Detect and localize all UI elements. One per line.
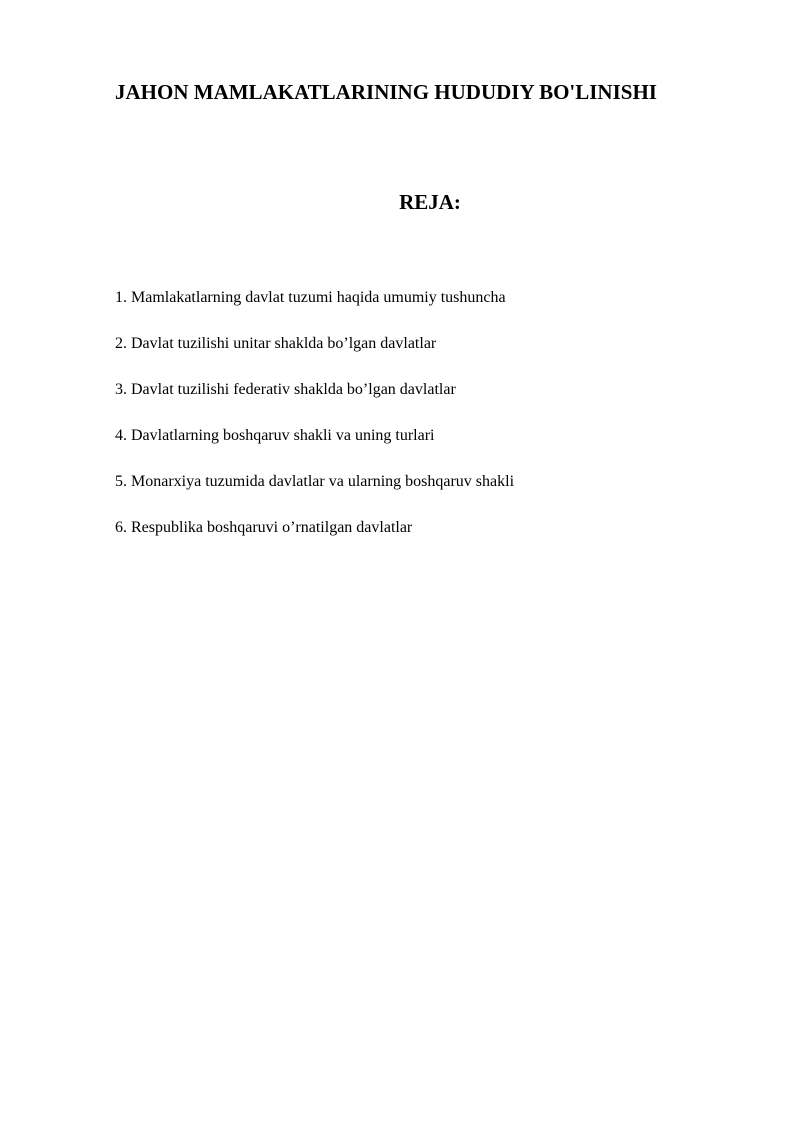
plan-item-6: 6. Respublika boshqaruvi o’rnatilgan davlatlar: [115, 519, 413, 536]
plan-heading: REJA:: [399, 190, 461, 214]
plan-item-3: 3. Davlat tuzilishi federativ shaklda bo’lgan davlatlar: [115, 381, 456, 398]
plan-item-1: 1. Mamlakatlarning davlat tuzumi haqida umumiy tushuncha: [115, 289, 506, 306]
plan-list: [115, 286, 514, 562]
plan-item-5: 5. Monarxiya tuzumida davlatlar va ularning boshqaruv shakli: [115, 473, 515, 490]
document-title: JAHON MAMLAKATLARINING HUDUDIY BO'LINISHI: [115, 80, 657, 104]
plan-item-2: 2. Davlat tuzilishi unitar shaklda bo’lgan davlatlar: [115, 335, 437, 352]
plan-item-4: 4. Davlatlarning boshqaruv shakli va uning turlari: [115, 427, 435, 444]
